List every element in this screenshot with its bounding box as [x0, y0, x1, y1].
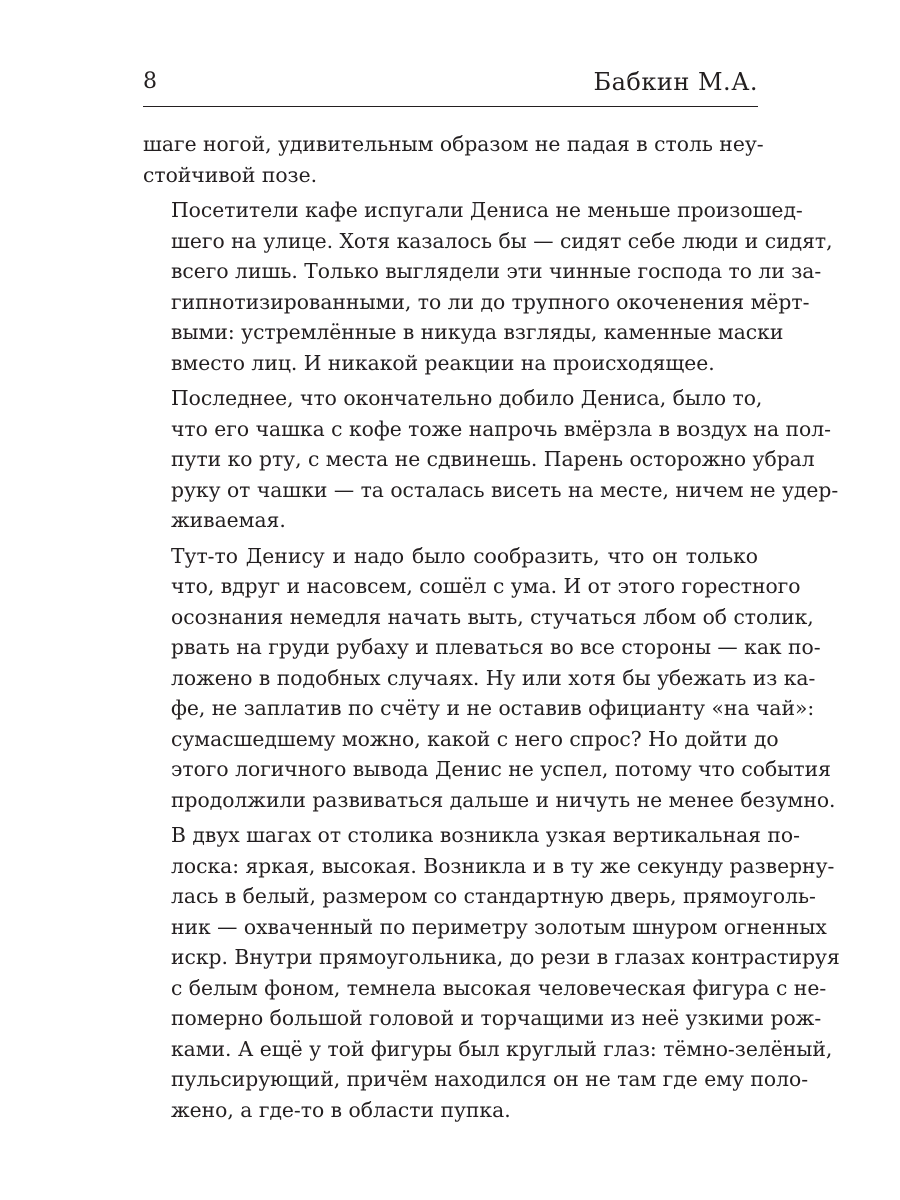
text-line: фе, не заплатив по счёту и не оставив официанту «на чай»: [171, 696, 815, 720]
book-page [143, 62, 840, 1130]
text-line: померно большой головой и торчащими из неё узкими рож- [171, 1006, 822, 1030]
text-line: всего лишь. Только выглядели эти чинные господа то ли за- [171, 259, 822, 283]
text-line: шаге ногой, удивительным образом не падая в столь неу- [143, 132, 764, 156]
paragraph [143, 383, 839, 536]
paragraph [143, 195, 833, 378]
text-line: выми: устремлённые в никуда взгляды, каменные маски [171, 320, 784, 344]
text-line: шего на улице. Хотя казалось бы — сидят себе люди и сидят, [171, 228, 833, 253]
text-line: рвать на груди рубаху и плеваться во все стороны — как по- [171, 635, 821, 659]
text-line: с белым фоном, темнела высокая человеческая фигура с не- [171, 975, 827, 1000]
text-line: Последнее, что окончательно добило Дениса, было то, [171, 386, 763, 410]
paragraph [143, 541, 836, 816]
text-line: руку от чашки — та осталась висеть на месте, ничем не удер- [171, 477, 839, 502]
text-line: ками. А ещё у той фигуры был круглый глаз: тёмно-зелёный, [171, 1036, 833, 1061]
text-line: гипнотизированными, то ли до трупного окоченения мёрт- [171, 289, 810, 314]
text-line: жено, а где-то в области пупка. [171, 1097, 511, 1122]
paragraph [143, 129, 764, 190]
text-line: пульсирующий, причём находился он не там где ему поло- [171, 1067, 809, 1091]
text-line: лоска: яркая, высокая. Возникла и в ту же секунду разверну- [171, 853, 835, 878]
running-header [143, 62, 758, 107]
text-line: ник — охваченный по периметру золотым шнуром огненных [171, 914, 827, 939]
text-line: что его чашка с кофе тоже напрочь вмёрзла в воздух на пол- [171, 416, 831, 441]
text-line: осознания немедля начать выть, стучаться лбом об столик, [171, 604, 814, 629]
text-line: стойчивой позе. [143, 162, 318, 187]
text-line: искр. Внутри прямоугольника, до рези в глазах контрастируя [171, 945, 840, 969]
text-line: ложено в подобных случаях. Ну или хотя бы убежать из ка- [171, 665, 816, 690]
text-line: лась в белый, размером со стандартную дверь, прямоуголь- [171, 884, 816, 908]
text-line: продолжили развиваться дальше и ничуть не менее безумно. [171, 787, 836, 812]
paragraph [143, 820, 840, 1125]
text-line: что, вдруг и насовсем, сошёл с ума. И от этого горестного [171, 574, 801, 598]
text-line: пути ко рту, с места не сдвинешь. Парень осторожно убрал [171, 447, 815, 471]
author-name: Бабкин М.А. [593, 68, 758, 96]
page-number: 8 [143, 69, 157, 94]
text-line: живаемая. [171, 508, 286, 532]
text-line: Посетители кафе испугали Дениса не меньше произошед- [171, 198, 803, 222]
text-line: В двух шагах от столика возникла узкая вертикальная по- [171, 823, 800, 847]
text-line: этого логичного вывода Денис не успел, потому что события [171, 757, 831, 781]
text-line: вместо лиц. И никакой реакции на происходящее. [171, 350, 715, 375]
text-line: Тут-то Денису и надо было сообразить, что он только [171, 543, 758, 568]
text-line: сумасшедшему можно, какой с него спрос? Но дойти до [171, 726, 779, 751]
body-text [143, 129, 840, 1125]
